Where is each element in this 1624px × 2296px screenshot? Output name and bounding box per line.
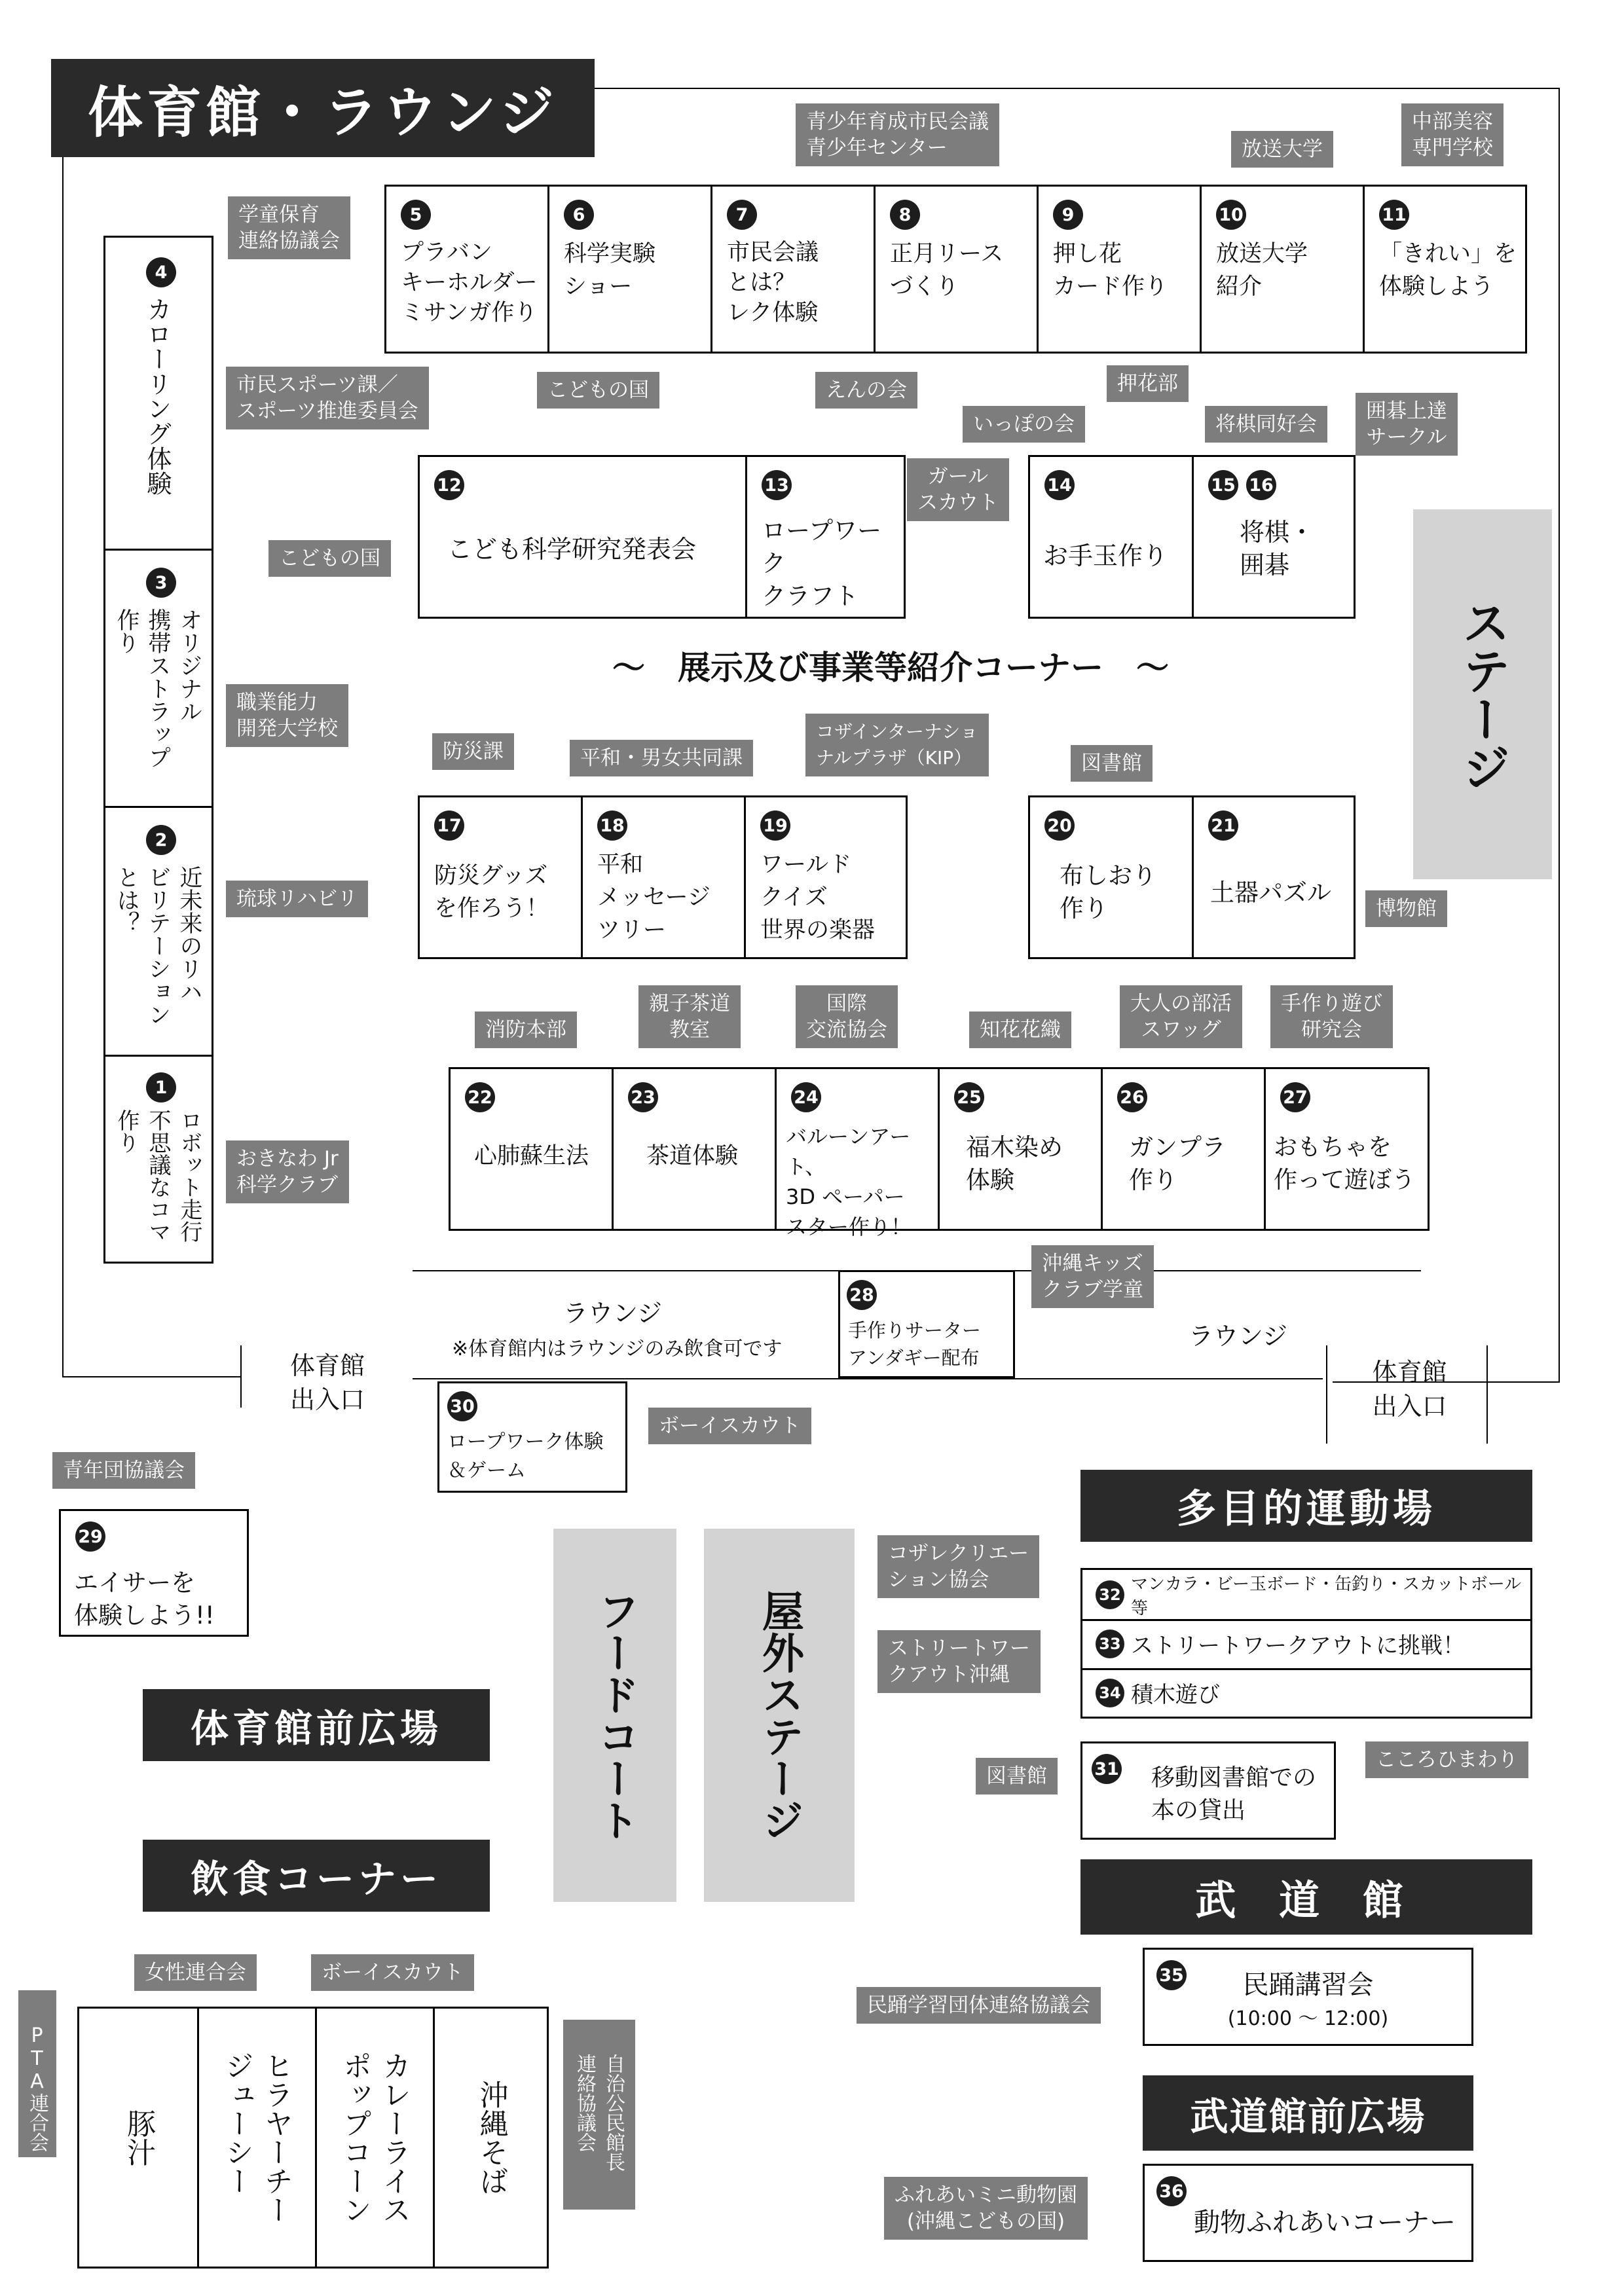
tag-booth-29: 青年団協議会 — [52, 1452, 195, 1489]
booths-32-34 — [1080, 1568, 1532, 1719]
booth-title: 防災グッズ を作ろう！ — [434, 863, 549, 922]
booth-19[interactable] — [746, 797, 908, 957]
tag-booth-19: コザインターナショ ナルプラザ（KIP） — [805, 714, 989, 776]
booth-17[interactable] — [420, 797, 583, 957]
food-label: 豚汁 — [122, 2109, 155, 2166]
food-corner-header: 飲食コーナー — [143, 1840, 490, 1912]
booth-title: カローリング体験 — [143, 297, 172, 496]
booth-number: 35 — [1156, 1960, 1187, 1990]
stage-label: ステージ — [1454, 597, 1511, 792]
tag-booth-22: 消防本部 — [475, 1011, 577, 1048]
booth-number: 18 — [597, 811, 627, 841]
booth-number: 17 — [434, 811, 464, 841]
booth-4[interactable] — [105, 238, 212, 549]
tag-booth-11: 中部美容 専門学校 — [1401, 103, 1504, 166]
booth-7[interactable] — [712, 187, 876, 352]
booth-title: エイサーを 体験しよう!! — [74, 1569, 215, 1630]
booth-23[interactable] — [614, 1069, 777, 1229]
booth-title: おもちゃを 作って遊ぼう — [1274, 1134, 1416, 1194]
food-label: ヒラヤーチー ジューシー — [220, 2051, 293, 2224]
booth-title: 平和 メッセージ ツリー — [597, 852, 710, 943]
tag-booth-25: 知花花織 — [969, 1011, 1071, 1048]
tag-booth-12: こどもの国 — [268, 540, 391, 577]
booth-number: 14 — [1044, 470, 1075, 500]
booth-number: 26 — [1117, 1082, 1147, 1112]
tag-booth-10: 放送大学 — [1231, 131, 1333, 168]
tag-booth-28: 沖縄キッズ クラブ学童 — [1031, 1245, 1154, 1308]
booth-title: 放送大学 紹介 — [1216, 241, 1308, 300]
tag-booth-36: ふれあいミニ動物園 (沖縄こどもの国) — [884, 2177, 1088, 2240]
booth-26[interactable] — [1103, 1069, 1266, 1229]
booth-3[interactable] — [105, 551, 212, 806]
booth-number: 21 — [1208, 811, 1238, 841]
booths-14-16 — [1028, 455, 1356, 619]
tag-booth-32: コザレクリエー ション協会 — [877, 1535, 1039, 1598]
booth-14[interactable] — [1030, 457, 1194, 617]
food-hirayachi[interactable] — [197, 2009, 317, 2267]
tag-booth-35: 民踊学習団体連絡協議会 — [857, 1987, 1101, 2024]
booth-title: バルーンアート、 3D ペーパー スター作り！ — [786, 1124, 912, 1239]
booth-number: 1 — [146, 1072, 176, 1102]
tag-booth-31: 図書館 — [976, 1758, 1058, 1795]
booth-title: 正月リース づくり — [890, 241, 1004, 300]
booth-title: ロープワーク体験 ＆ゲーム — [447, 1430, 604, 1482]
food-soba[interactable] — [433, 2009, 549, 2267]
booth-number: 3 — [146, 568, 176, 598]
booth-title: ロープワーク クラフト — [762, 517, 882, 610]
tag-food-boyscout: ボーイスカウト — [311, 1954, 474, 1991]
gym-lounge-header: 体育館・ラウンジ — [51, 59, 595, 157]
tag-food-kominkan — [563, 2020, 635, 2210]
booth-number: 12 — [434, 470, 464, 500]
booth-9[interactable] — [1039, 187, 1202, 352]
entrance-left: 体育館 出入口 — [289, 1351, 365, 1414]
tag-booth-9: 押花部 — [1107, 365, 1189, 402]
booth-24[interactable] — [777, 1069, 940, 1239]
booth-number: 7 — [727, 200, 757, 230]
booth-number: 2 — [146, 825, 176, 855]
booth-title: 布しおり 作り — [1060, 862, 1156, 922]
booth-13[interactable] — [747, 457, 906, 617]
booth-number: 4 — [146, 257, 176, 287]
booth-title: 将棋・ 囲碁 — [1240, 518, 1315, 579]
booth-title: ガンプラ 作り — [1129, 1133, 1226, 1194]
tag-booth-4: 市民スポーツ課／ スポーツ推進委員会 — [226, 367, 429, 429]
booth-title: 民踊講習会 — [1242, 1970, 1374, 2000]
food-tonjiru[interactable] — [79, 2009, 199, 2267]
booth-title: こども科学研究発表会 — [447, 535, 697, 564]
top-row-booths — [384, 185, 1527, 354]
budokan-plaza-header: 武道館前広場 — [1143, 2075, 1473, 2151]
booth-33[interactable] — [1082, 1619, 1530, 1670]
tag-booth-27: 手作り遊び 研究会 — [1270, 985, 1393, 1048]
booth-36[interactable] — [1143, 2164, 1473, 2262]
booth-number: 23 — [628, 1082, 658, 1112]
lounge-left-label: ラウンジ — [563, 1299, 663, 1328]
booth-number: 28 — [847, 1280, 877, 1310]
booth-title: マンカラ・ビー玉ボード・缶釣り・スカットボール等 — [1131, 1574, 1522, 1618]
tag-booth-7: 青少年育成市民会議 青少年センター — [796, 103, 999, 166]
booth-25[interactable] — [940, 1069, 1103, 1229]
booth-number: 24 — [791, 1082, 821, 1112]
booth-number: 10 — [1216, 200, 1246, 230]
booth-31[interactable] — [1080, 1741, 1336, 1840]
booth-title: お手玉作り — [1043, 541, 1168, 570]
tag-booth-23: 親子茶道 教室 — [638, 985, 741, 1048]
booth-12[interactable] — [420, 457, 747, 617]
booth-30[interactable] — [437, 1381, 627, 1493]
food-curry[interactable] — [315, 2009, 435, 2267]
entrance-right: 体育館 出入口 — [1372, 1358, 1447, 1421]
tag-booth-17: 防災課 — [432, 733, 514, 770]
booth-28[interactable] — [838, 1270, 1015, 1378]
booth-20[interactable] — [1030, 797, 1194, 957]
booth-number: 36 — [1156, 2176, 1187, 2206]
booth-number: 25 — [954, 1082, 984, 1112]
tag-booth-5: 学童保育 連絡協議会 — [228, 196, 350, 259]
tag-booth-3: 職業能力 開発大学校 — [226, 684, 348, 747]
booth-title: オリジナル 携帯ストラップ 作り — [113, 608, 202, 769]
left-column-booths — [103, 236, 213, 1264]
booth-title: 市民会議 とは？ レク体験 — [727, 240, 819, 326]
outdoor-stage-label: 屋外ステージ — [755, 1590, 803, 1841]
booth-title: 科学実験 ショー — [564, 241, 656, 300]
food-label: カレーライス ポップコーン — [338, 2051, 411, 2224]
booths-22-27 — [449, 1067, 1430, 1239]
booth-number: 5 — [401, 200, 431, 230]
tag-booth-6: こどもの国 — [537, 372, 659, 409]
booth-5[interactable] — [386, 187, 549, 352]
booth-number: 22 — [465, 1082, 495, 1112]
booth-title: 土器パズル — [1210, 879, 1331, 907]
food-court-area — [553, 1529, 676, 1902]
tag-booth-33: ストリートワー クアウト沖縄 — [877, 1630, 1041, 1693]
tag-booth-14: いっぽの会 — [963, 406, 1085, 443]
booth-1[interactable] — [105, 1057, 212, 1266]
tag-booth-8: えんの会 — [815, 372, 917, 409]
booth-title: 心肺蘇生法 — [474, 1143, 589, 1169]
booth-number: 32 — [1096, 1580, 1124, 1609]
tag-booth-18: 平和・男女共同課 — [570, 740, 753, 776]
tag-booth-13: ガール スカウト — [907, 458, 1009, 521]
gym-plaza-header: 体育館前広場 — [143, 1689, 490, 1761]
tag-label: 自治公民館長 連絡協議会 — [573, 2054, 625, 2172]
booth-time: (10:00 〜 12:00) — [1227, 2007, 1389, 2030]
booth-number: 20 — [1044, 811, 1075, 841]
booth-number: 9 — [1053, 200, 1083, 230]
booth-21[interactable] — [1194, 797, 1356, 957]
booth-number: 19 — [760, 811, 790, 841]
tag-label: PTA連合会 — [26, 2024, 48, 2152]
booths-17-19 — [418, 795, 908, 959]
food-label: 沖縄そば — [474, 2080, 508, 2195]
booth-title: 動物ふれあいコーナー — [1194, 2208, 1456, 2238]
booth-number: 27 — [1280, 1082, 1310, 1112]
stage-area — [1413, 509, 1552, 879]
budokan-header: 武 道 館 — [1080, 1859, 1532, 1935]
tag-booth-15: 将棋同好会 — [1205, 406, 1327, 443]
tag-booth-16: 囲碁上達 サークル — [1356, 393, 1458, 456]
tag-booth-20: 図書館 — [1071, 745, 1153, 782]
food-court-label: フードコート — [591, 1590, 639, 1841]
booth-number: 13 — [762, 470, 792, 500]
outdoor-stage-area — [704, 1529, 855, 1902]
booth-title: 茶道体験 — [646, 1143, 739, 1169]
booth-number: 31 — [1092, 1754, 1122, 1784]
booth-title: 移動図書館での 本の貸出 — [1151, 1764, 1317, 1824]
lounge-right-label: ラウンジ — [1189, 1322, 1288, 1351]
booth-11[interactable] — [1365, 187, 1527, 352]
booth-number: 15 — [1208, 470, 1238, 500]
booth-title: プラバン キーホルダー ミサンガ作り — [401, 240, 538, 326]
tag-booth-34: こころひまわり — [1365, 1741, 1528, 1778]
booth-title: 押し花 カード作り — [1053, 241, 1168, 300]
booth-title: 積木遊び — [1131, 1682, 1220, 1708]
booth-title: 手作りサーター アンダギー配布 — [848, 1319, 982, 1369]
booth-10[interactable] — [1202, 187, 1365, 352]
tag-booth-24: 国際 交流協会 — [796, 985, 898, 1048]
booth-number: 34 — [1096, 1679, 1124, 1707]
booth-27[interactable] — [1266, 1069, 1430, 1229]
booth-15-16[interactable] — [1194, 457, 1356, 617]
tag-booth-26: 大人の部活 スワッグ — [1120, 985, 1242, 1048]
booth-32[interactable] — [1082, 1570, 1530, 1621]
booth-title: 「きれい」を 体験しよう — [1379, 241, 1517, 300]
tag-booth-21: 博物館 — [1365, 890, 1447, 927]
booth-6[interactable] — [549, 187, 712, 352]
booth-number: 33 — [1096, 1630, 1124, 1658]
booth-35[interactable] — [1143, 1948, 1473, 2046]
tag-food-women: 女性連合会 — [134, 1954, 257, 1991]
booth-number: 8 — [890, 200, 920, 230]
booth-22[interactable] — [451, 1069, 614, 1229]
booths-12-13 — [418, 455, 906, 619]
booth-title: ストリートワークアウトに挑戦！ — [1131, 1633, 1465, 1659]
booth-number: 29 — [75, 1522, 105, 1552]
booth-29[interactable] — [59, 1509, 249, 1637]
tag-booth-1: おきなわ Jr 科学クラブ — [226, 1140, 349, 1203]
tag-food-pta — [18, 1990, 56, 2157]
tag-booth-2: 琉球リハビリ — [226, 881, 368, 917]
booth-number: 30 — [447, 1391, 477, 1421]
tag-booth-30: ボーイスカウト — [648, 1408, 811, 1444]
booth-title: ワールド クイズ 世界の楽器 — [760, 852, 876, 943]
booth-title: 福木染め 体験 — [966, 1133, 1063, 1194]
booth-2[interactable] — [105, 808, 212, 1055]
booth-title: 近未来のリハ ビリテーション とは？ — [113, 866, 202, 1026]
food-booths — [77, 2007, 549, 2269]
booth-number: 11 — [1379, 200, 1409, 230]
multipurpose-header: 多目的運動場 — [1080, 1470, 1532, 1542]
booth-title: ロボット走行 不思議なコマ 作り — [113, 1109, 202, 1243]
booth-number: 6 — [564, 200, 594, 230]
booth-8[interactable] — [876, 187, 1039, 352]
booth-number: 16 — [1246, 470, 1276, 500]
booths-20-21 — [1028, 795, 1356, 959]
booth-34[interactable] — [1082, 1668, 1530, 1717]
lounge-note: ※体育館内はラウンジのみ飲食可です — [452, 1338, 783, 1360]
exhibition-title: 〜 展示及び事業等紹介コーナー 〜 — [612, 649, 1169, 687]
booth-18[interactable] — [583, 797, 746, 957]
